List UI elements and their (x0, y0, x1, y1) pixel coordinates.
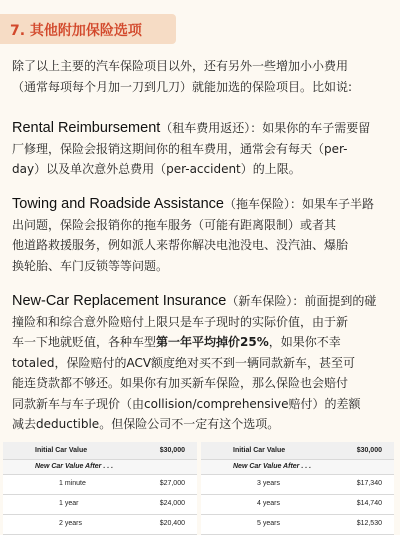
table-header-row (201, 442, 394, 460)
row-value: $24,000 (159, 500, 185, 507)
newcar-line-4: totaled，保险赔付的ACV额度绝对买不到一辆同款新车，甚至可 (12, 355, 356, 370)
newcar-line-6: 同款新车与车子现价（由collision/comprehensive赔付）的差额 (12, 396, 361, 411)
row-value: $27,000 (159, 480, 185, 487)
header-label: Initial Car Value (233, 447, 286, 454)
table-header-row (3, 442, 197, 460)
newcar-line-7: 减去deductible。但保险公司不一定有这个选项。 (12, 417, 280, 431)
header-label: Initial Car Value (35, 447, 88, 454)
header-value: $30,000 (159, 447, 185, 454)
rental-line-3: day）以及单次意外总费用（per-accident）的上限。 (12, 162, 301, 176)
intro-line-2: （通常每项每个月加一刀到几刀）就能加选的保险项目。比如说: (12, 79, 353, 94)
table-row (201, 475, 394, 495)
table-row (201, 515, 394, 535)
intro-paragraph (12, 56, 390, 97)
towing-paragraph (12, 194, 390, 276)
newcar-line-3 (12, 332, 390, 353)
section-header (0, 14, 176, 44)
rental-line-1 (12, 118, 390, 139)
newcar-highlight: 第一年平均掉价25% (156, 335, 269, 349)
row-label: 2 years (59, 520, 82, 527)
towing-line-1-rest: （拖车保险）：如果车子半路 (224, 197, 375, 211)
intro-line-1: 除了以上主要的汽车保险项目以外，还有另外一些增加小小费用 (12, 59, 349, 73)
table-row (3, 515, 197, 535)
towing-line-1 (12, 194, 390, 215)
newcar-term: New-Car Replacement Insurance (12, 293, 227, 309)
rental-paragraph (12, 118, 390, 180)
table-subheader-row (3, 460, 197, 475)
newcar-line-1-rest: （新车保险）：前面提到的碰 (226, 294, 377, 308)
row-value: $12,530 (356, 520, 382, 527)
newcar-line-5: 能连贷款都不够还。如果你有加买新车保险，那么保险也会赔付 (12, 376, 349, 390)
table-subheader-row (201, 460, 394, 475)
depreciation-tables (0, 436, 400, 532)
towing-line-3: 他道路救援服务，例如派人来帮你解决电池没电、没汽油、爆胎 (12, 238, 349, 252)
row-label: 4 years (257, 500, 280, 507)
section-title: 7. 其他附加保险选项 (10, 23, 142, 39)
header-value: $30,000 (356, 447, 382, 454)
newcar-paragraph (12, 291, 390, 435)
row-value: $14,740 (356, 500, 382, 507)
table-row (3, 495, 197, 515)
row-value: $20,400 (159, 520, 185, 527)
rental-line-2: 厂修理，保险会报销这期间你的租车费用，通常会有每天（per- (12, 141, 348, 156)
towing-term: Towing and Roadside Assistance (12, 196, 224, 212)
row-label: 1 year (59, 500, 79, 507)
table-row (3, 475, 197, 495)
subheader-label: New Car Value After . . . (233, 463, 312, 470)
row-label: 5 years (257, 520, 280, 527)
towing-line-4: 换轮胎、车门反锁等等问题。 (12, 258, 169, 273)
rental-term: Rental Reimbursement (12, 120, 161, 136)
row-label: 1 minute (59, 480, 86, 487)
row-value: $17,340 (356, 480, 382, 487)
depreciation-table-right (201, 442, 394, 535)
newcar-line-1 (12, 291, 390, 312)
newcar-line-2: 撞险和和综合意外险赔付上限只是车子现时的实际价值，由于新 (12, 314, 349, 329)
towing-line-2: 出问题，保险会报销你的拖车服务（可能有距离限制）或者其 (12, 217, 337, 232)
table-row (201, 495, 394, 515)
subheader-label: New Car Value After . . . (35, 463, 114, 470)
depreciation-table-left (3, 442, 197, 535)
row-label: 3 years (257, 480, 280, 487)
newcar-line-3-start: 车一下地就贬值，各种车型 (12, 335, 157, 349)
rental-line-1-rest: （租车费用返还）：如果你的车子需要留 (160, 121, 371, 135)
newcar-line-3-end: ，如果你不幸 (268, 335, 341, 349)
